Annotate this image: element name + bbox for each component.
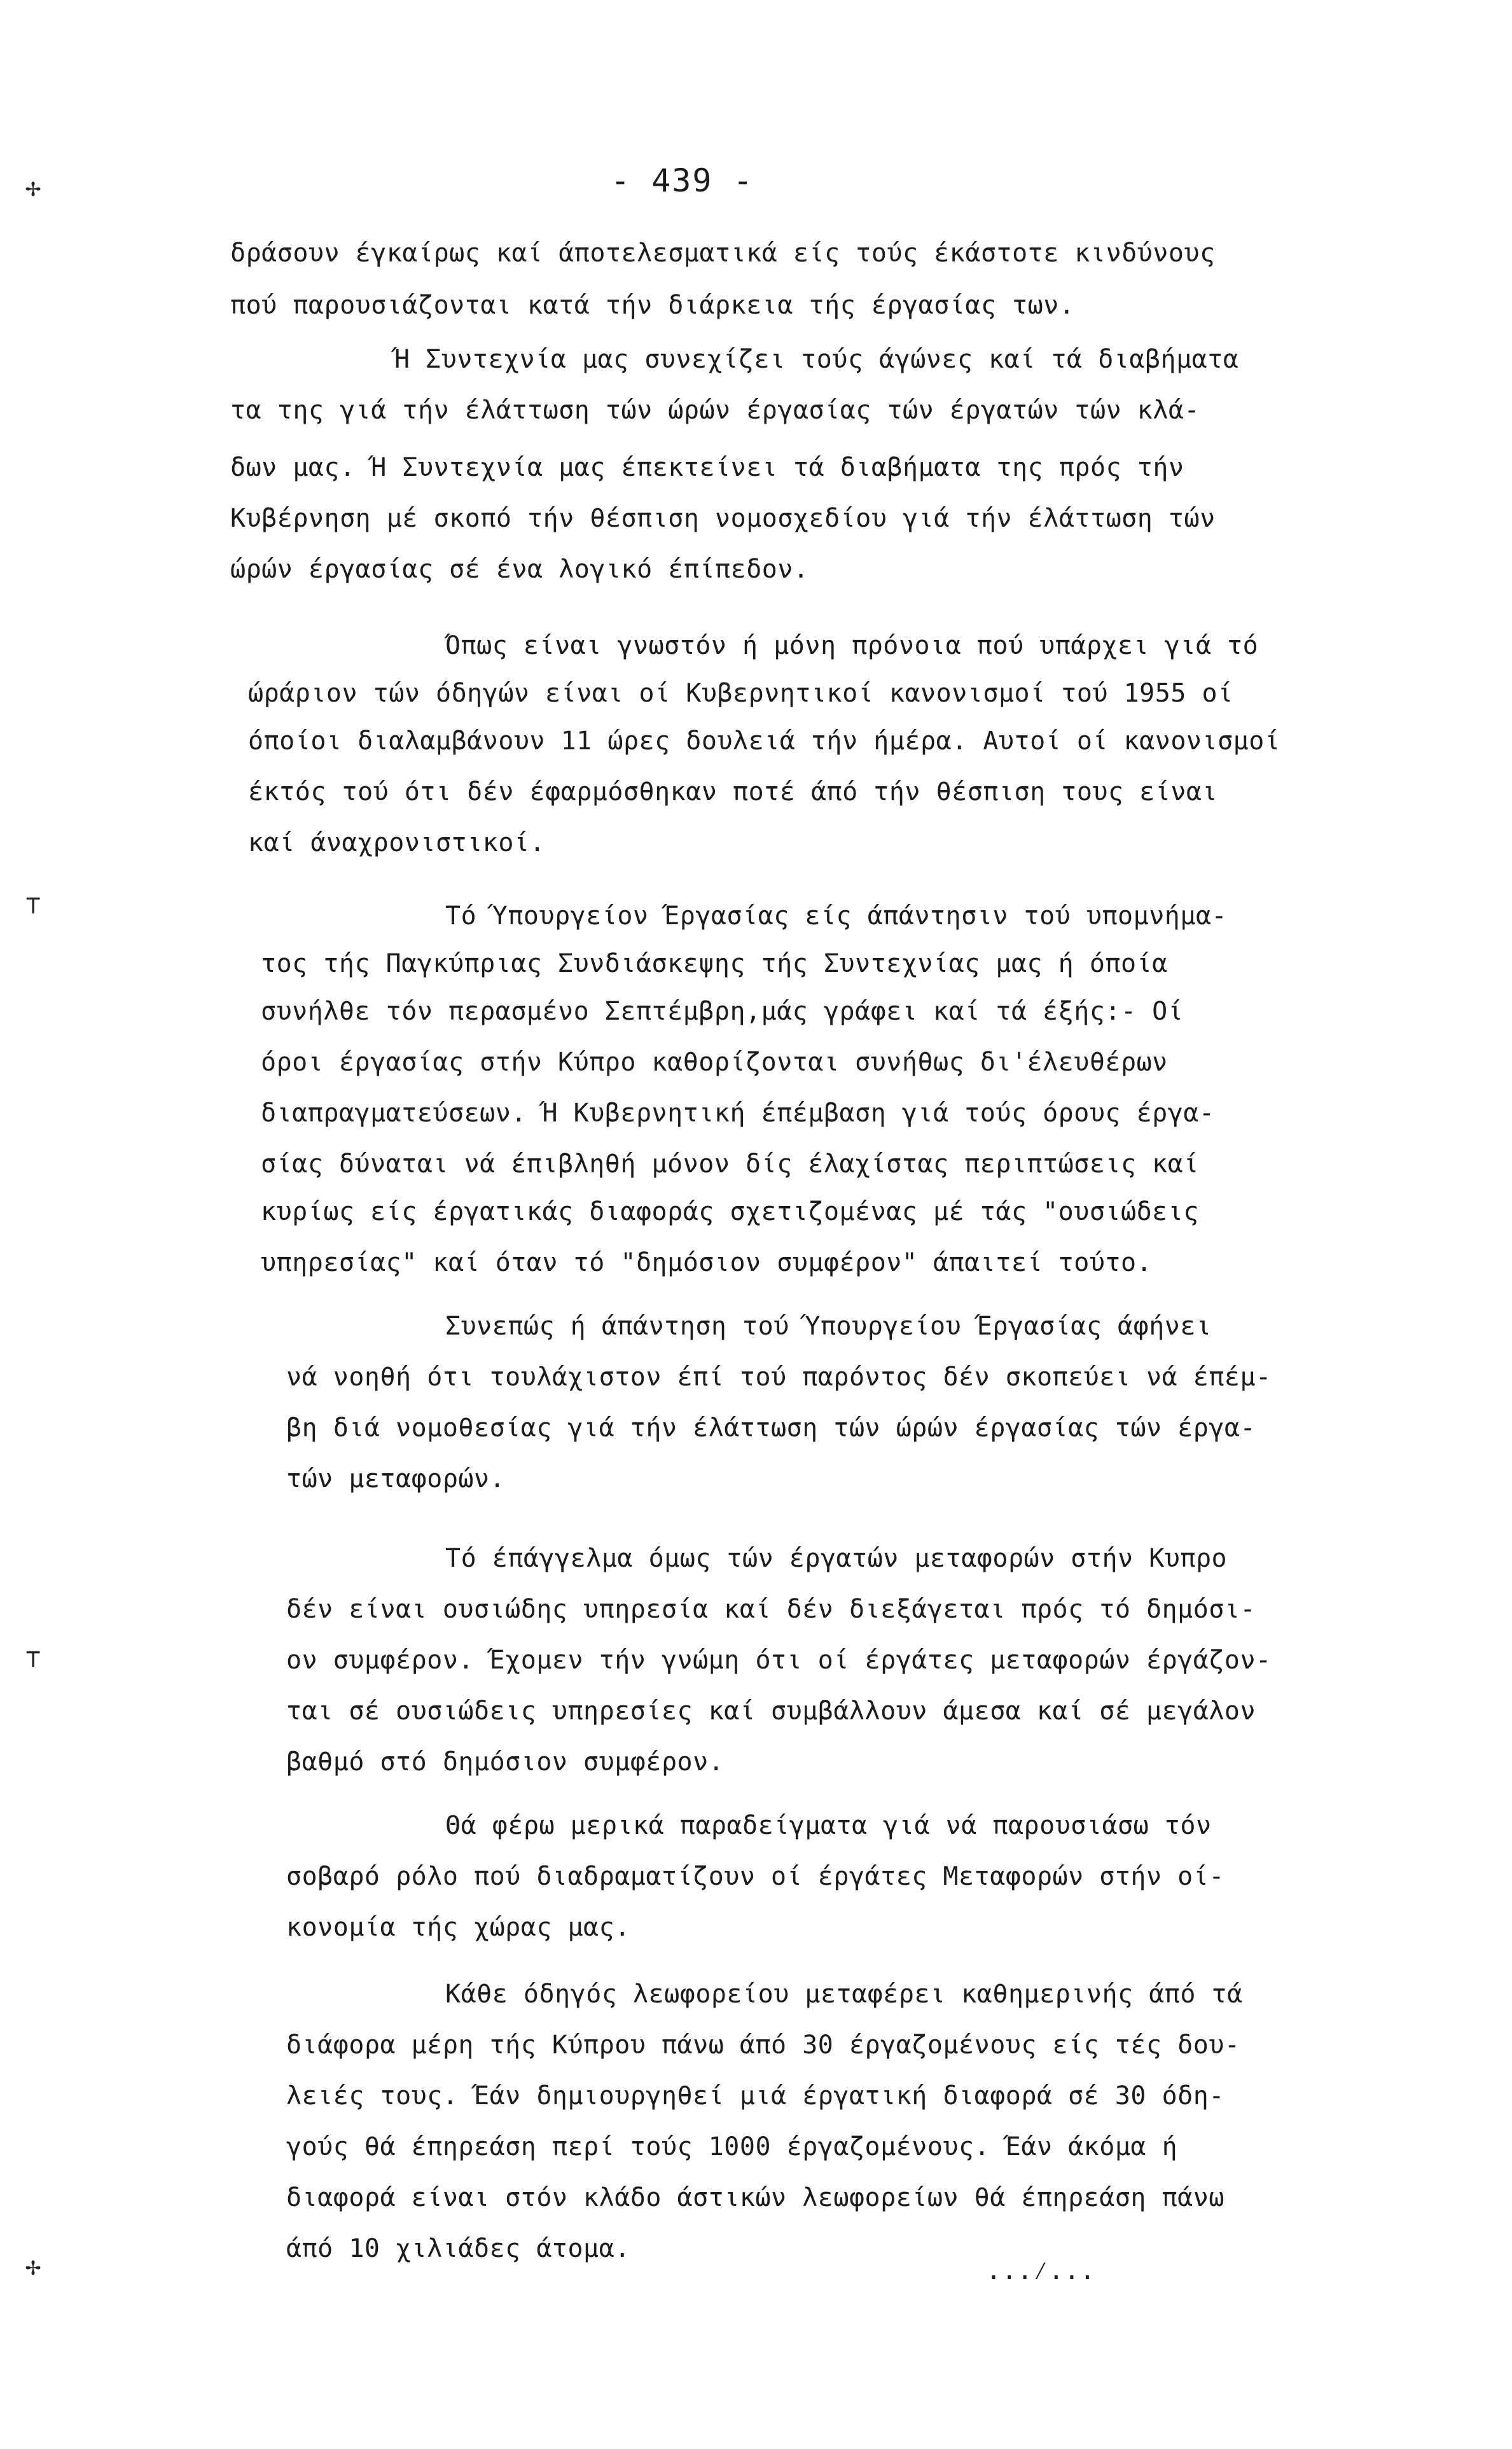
text-line: Ή Συντεχνία μας συνεχίζει τούς άγώνες καί τά διαβήματα	[394, 345, 1239, 374]
text-line: δων μας. Ή Συντεχνία μας έπεκτείνει τά διαβήματα της πρός τήν	[230, 453, 1184, 482]
text-line: Κυβέρνηση μέ σκοπό τήν θέσπιση νομοσχεδίου γιά τήν έλάττωση τών	[230, 504, 1216, 533]
text-line: τος τής Παγκύπριας Συνδιάσκεψης τής Συντεχνίας μας ή όποία	[261, 949, 1168, 978]
text-line: καί άναχρονιστικοί.	[248, 828, 546, 857]
text-line: άπό 10 χιλιάδες άτομα.	[286, 2234, 630, 2263]
margin-mark: ✢	[25, 173, 41, 202]
text-line: Τό έπάγγελμα όμως τών έργατών μεταφορών στήν Κυπρο	[445, 1544, 1228, 1573]
text-line: όποίοι διαλαμβάνουν 11 ώρες δουλειά τήν ήμέρα. Αυτοί οί κανονισμοί	[248, 726, 1280, 756]
text-line: ον συμφέρον. Έχομεν τήν γνώμη ότι οί έργάτες μεταφορών έργάζον-	[286, 1646, 1272, 1675]
text-line: κονομία τής χώρας μας.	[286, 1913, 630, 1942]
page-number: - 439 -	[611, 162, 754, 199]
text-line: Συνεπώς ή άπάντηση τού Ύπουργείου Έργασίας άφήνει	[445, 1312, 1212, 1341]
text-line: σίας δύναται νά έπιβληθή μόνον δίς έλαχίστας περιπτώσεις καί	[261, 1149, 1199, 1179]
continuation-marker: ...⁄...	[986, 2256, 1095, 2286]
text-line: λειές τους. Έάν δημιουργηθεί μιά έργατική διαφορά σέ 30 όδη-	[286, 2081, 1224, 2111]
text-line: ται σέ ουσιώδεις υπηρεσίες καί συμβάλλουν άμεσα καί σέ μεγάλον	[286, 1696, 1256, 1726]
text-line: υπηρεσίας" καί όταν τό "δημόσιον συμφέρον" άπαιτεί τούτο.	[261, 1248, 1153, 1277]
text-line: σοβαρό ρόλο πού διαδραματίζουν οί έργάτες Μεταφορών στήν οί-	[286, 1862, 1224, 1891]
margin-mark: ⊤	[25, 891, 41, 920]
text-line: βη διά νομοθεσίας γιά τήν έλάττωση τών ώρών έργασίας τών έργα-	[286, 1413, 1256, 1443]
text-line: τα της γιά τήν έλάττωση τών ώρών έργασίας τών έργατών τών κλά-	[230, 396, 1200, 425]
margin-mark: ✢	[25, 2252, 41, 2281]
text-line: βαθμό στό δημόσιον συμφέρον.	[286, 1747, 725, 1777]
text-line: όροι έργασίας στήν Κύπρο καθορίζονται συνήθως δι'έλευθέρων	[261, 1048, 1168, 1077]
text-line: δράσουν έγκαίρως καί άποτελεσματικά είς τούς έκάστοτε κινδύνους	[230, 239, 1216, 268]
text-line: νά νοηθή ότι τουλάχιστον έπί τού παρόντος δέν σκοπεύει νά έπέμ-	[286, 1363, 1272, 1392]
text-line: συνήλθε τόν περασμένο Σεπτέμβρη,μάς γράφει καί τά έξής:- Οί	[261, 997, 1184, 1026]
text-line: τών μεταφορών.	[286, 1464, 506, 1494]
margin-mark: ⊤	[25, 1644, 41, 1674]
text-line: Θά φέρω μερικά παραδείγματα γιά νά παρουσιάσω τόν	[445, 1811, 1212, 1840]
text-line: έκτός τού ότι δέν έφαρμόσθηκαν ποτέ άπό τήν θέσπιση τους είναι	[248, 777, 1218, 807]
text-line: Κάθε όδηγός λεωφορείου μεταφέρει καθημερινής άπό τά	[445, 1980, 1243, 2009]
text-line: διάφορα μέρη τής Κύπρου πάνω άπό 30 έργαζομένους είς τές δου-	[286, 2030, 1240, 2060]
text-line: δέν είναι ουσιώδης υπηρεσία καί δέν διεξάγεται πρός τό δημόσι-	[286, 1595, 1256, 1624]
text-line: κυρίως είς έργατικάς διαφοράς σχετιζομένας μέ τάς "ουσιώδεις	[261, 1197, 1199, 1226]
text-line: Όπως είναι γνωστόν ή μόνη πρόνοια πού υπάρχει γιά τό	[445, 631, 1259, 660]
text-line: διαφορά είναι στόν κλάδο άστικών λεωφορείων θά έπηρεάση πάνω	[286, 2183, 1224, 2212]
text-line: ώράριον τών όδηγών είναι οί Κυβερνητικοί κανονισμοί τού 1955 οί	[248, 679, 1233, 708]
text-line: διαπραγματεύσεων. Ή Κυβερνητική έπέμβαση γιά τούς όρους έργα-	[261, 1099, 1215, 1128]
text-line: πού παρουσιάζονται κατά τήν διάρκεια τής έργασίας των.	[230, 291, 1075, 320]
text-line: ώρών έργασίας σέ ένα λογικό έπίπεδον.	[230, 555, 809, 584]
text-line: Τό Ύπουργείον Έργασίας είς άπάντησιν τού υπομνήμα-	[445, 901, 1228, 931]
text-line: γούς θά έπηρεάση περί τούς 1000 έργαζομένους. Έάν άκόμα ή	[286, 2132, 1178, 2161]
